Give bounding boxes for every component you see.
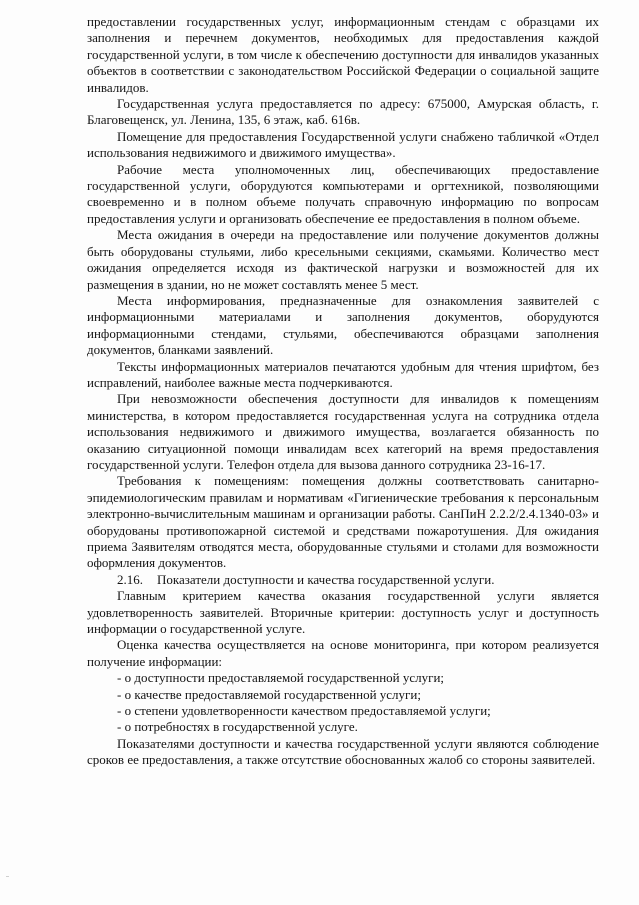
scan-artifact	[6, 876, 9, 877]
paragraph: Оценка качества осуществляется на основе мониторинга, при котором реализуется получение информации:	[87, 637, 599, 669]
section-heading	[87, 572, 599, 588]
paragraph: Рабочие места уполномоченных лиц, обеспечивающих предоставление государственной услуги, оборудуются компьютерами и оргтехникой, позволяющими своевременно и в полном объеме получать справочную информацию по вопросам предоставления услуги и организовать обеспечение ее предоставления в полном объеме.	[87, 161, 599, 226]
list-item: - о степени удовлетворенности качеством предоставляемой услуги;	[117, 703, 491, 719]
paragraph: Места ожидания в очереди на предоставление или получение документов должны быть оборудованы стульями, либо кресельными секциями, скамьями. Количество мест ожидания определяется исходя из фактической нагрузки и возможностей для их размещения в здании, но не может составлять менее 5 мест.	[87, 227, 599, 292]
paragraph: Требования к помещениям: помещения должны соответствовать санитарно-эпидемиологическим правилам и нормативам «Гигиенические требования к персональным электронно-вычислительным машинам и организации работы. СанПиН 2.2.2/2.4.1340-03» и оборудованы противопожарной системой и средствами пожаротушения. Для ожидания приема Заявителям отводятся места, оборудованные стульями и столами для возможности оформления документов.	[87, 473, 599, 571]
closing-paragraph: Показателями доступности и качества государственной услуги являются соблюдение сроков ее предоставления, а также отсутствие обоснованных жалоб со стороны заявителей.	[87, 735, 599, 768]
document-body	[87, 14, 599, 769]
list-item: - о потребностях в государственной услуге.	[117, 719, 358, 735]
list-item: - о качестве предоставляемой государственной услуги;	[117, 686, 421, 702]
paragraph: Места информирования, предназначенные для ознакомления заявителей с информационными материалами и заполнения документов, оборудуются информационными стендами, стульями, обеспечиваются образцами заполнения документов, бланками заявлений.	[87, 292, 599, 358]
paragraph: Государственная услуга предоставляется по адресу: 675000, Амурская область, г. Благовещенск, ул. Ленина, 135, 6 этаж, каб. 616в.	[87, 96, 599, 128]
section-number: 2.16.	[117, 571, 143, 587]
paragraph: Главным критерием качества оказания государственной услуги является удовлетворенность заявителей. Вторичные критерии: доступность услуг и доступность информации о государственной услуге.	[87, 588, 599, 637]
section-title: Показатели доступности и качества государственной услуги.	[157, 571, 495, 587]
paragraph: предоставлении государственных услуг, информационным стендам с образцами их заполнения и перечнем документов, необходимых для предоставления каждой государственной услуги, в том числе к обеспечению доступности для инвалидов указанных объектов в соответствии с законодательством Российской Федерации о социальной защите инвалидов.	[87, 14, 599, 95]
paragraph: Тексты информационных материалов печатаются удобным для чтения шрифтом, без исправлений, наиболее важные места подчеркиваются.	[87, 358, 599, 390]
list-item: - о доступности предоставляемой государственной услуги;	[117, 670, 445, 686]
paragraph: При невозможности обеспечения доступности для инвалидов к помещениям министерства, в котором предоставляется государственная услуга на сотрудника отдела использования недвижимого и движимого имущества, возлагается обязанность по оказанию ситуационной помощи инвалидам всех категорий на время предоставления государственной услуги. Телефон отдела для вызова данного сотрудника 23-16-17.	[87, 391, 599, 472]
paragraph: Помещение для предоставления Государственной услуги снабжено табличкой «Отдел использования недвижимого и движимого имущества».	[87, 128, 599, 161]
